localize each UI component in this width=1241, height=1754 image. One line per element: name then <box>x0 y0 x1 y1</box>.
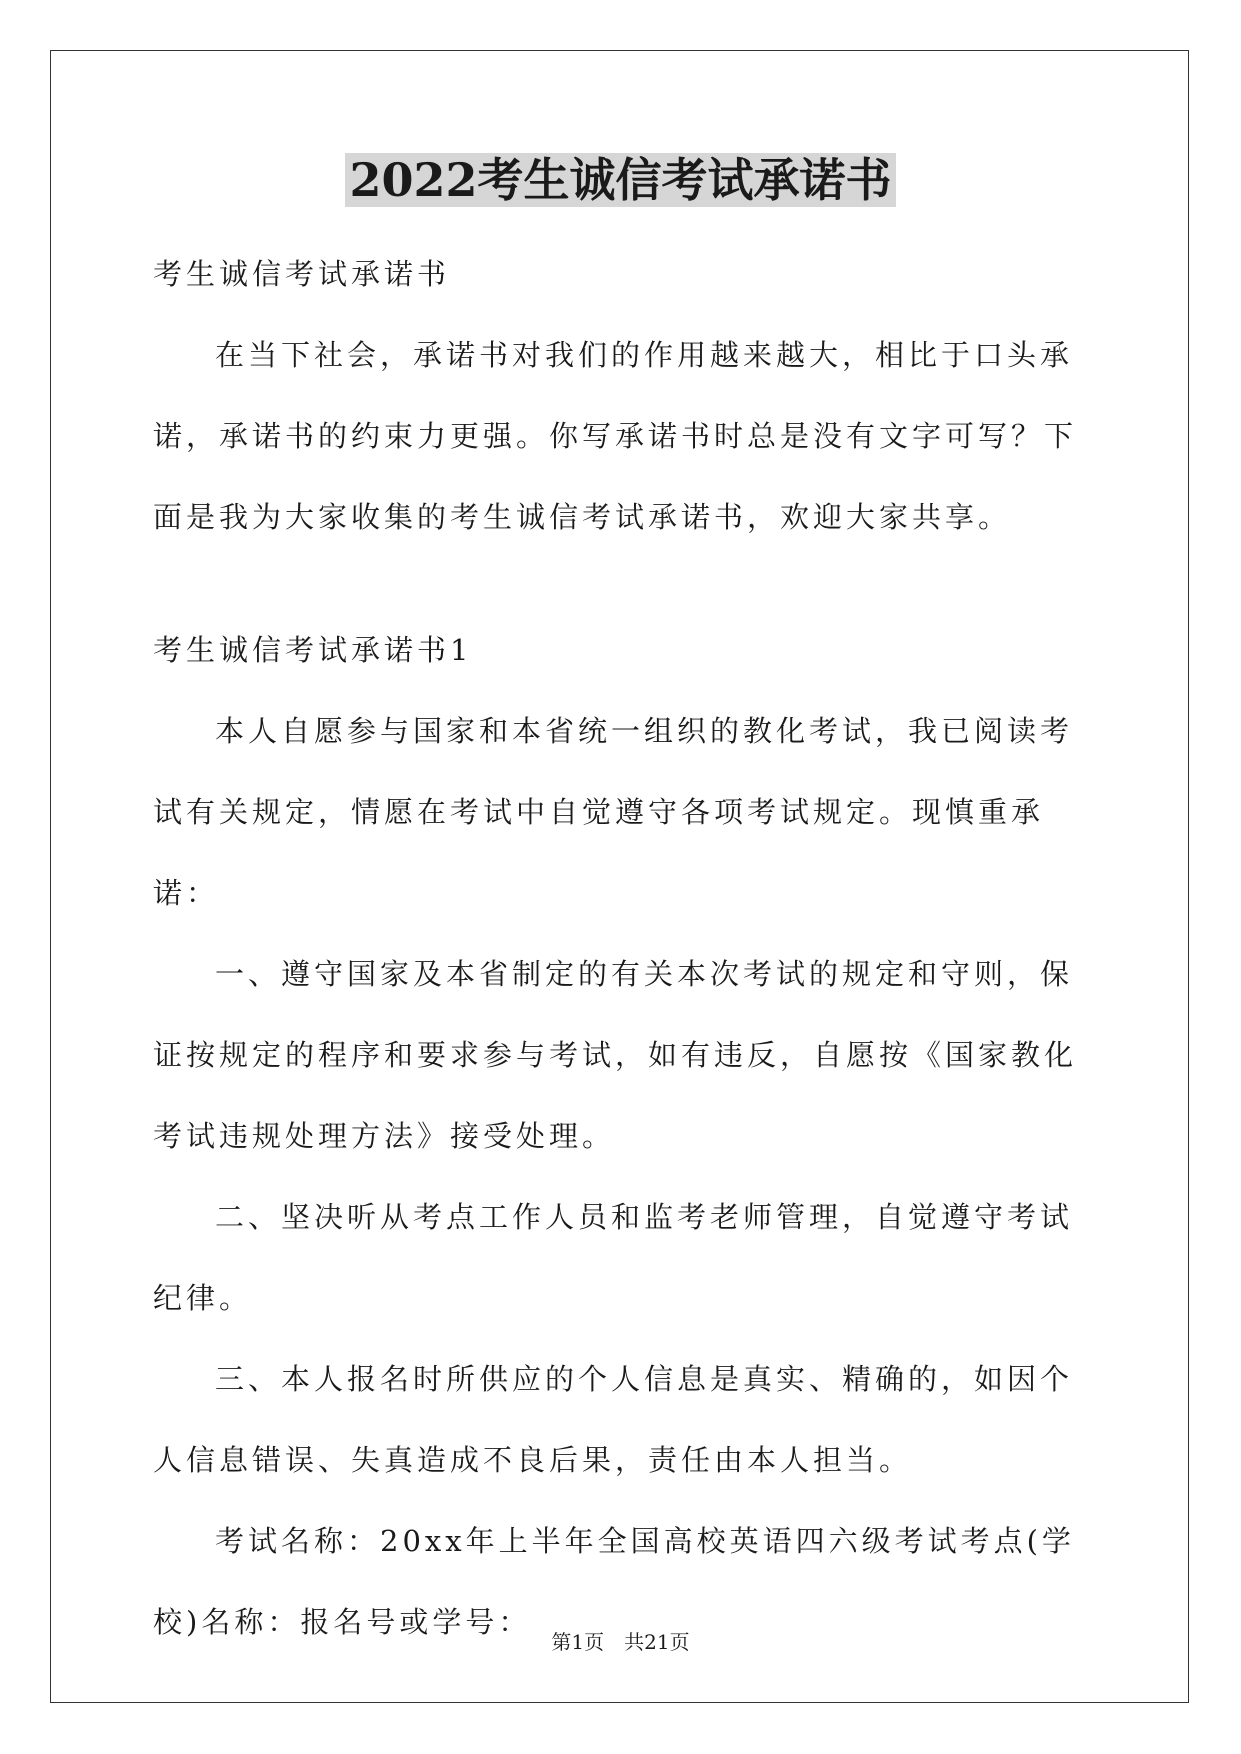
section-heading-1: 考生诚信考试承诺书1 <box>153 633 473 667</box>
page-number: 第1页 <box>551 1630 605 1654</box>
document-body <box>153 234 1093 1663</box>
section-gap <box>153 558 1093 610</box>
pledge-paragraph: 本人自愿参与国家和本省统一组织的教化考试，我已阅读考试有关规定，情愿在考试中自觉遵守各项考试规定。现慎重承诺： <box>153 714 1074 910</box>
pledge-item-2: 二、坚决听从考点工作人员和监考老师管理，自觉遵守考试纪律。 <box>153 1200 1074 1315</box>
page-total: 共21页 <box>624 1630 690 1654</box>
pledge-item-3: 三、本人报名时所供应的个人信息是真实、精确的，如因个人信息错误、失真造成不良后果，责任由本人担当。 <box>153 1362 1074 1477</box>
exam-info-paragraph: 考试名称：20xx年上半年全国高校英语四六级考试考点(学校)名称：报名号或学号： <box>153 1524 1075 1639</box>
pledge-item-1: 一、遵守国家及本省制定的有关本次考试的规定和守则，保证按规定的程序和要求参与考试，如有违反，自愿按《国家教化考试违规处理方法》接受处理。 <box>153 957 1078 1153</box>
intro-heading: 考生诚信考试承诺书 <box>153 257 451 291</box>
document-title-text: 2022考生诚信考试承诺书 <box>345 153 895 207</box>
intro-paragraph: 在当下社会，承诺书对我们的作用越来越大，相比于口头承诺，承诺书的约束力更强。你写承诺书时总是没有文字可写？下面是我为大家收集的考生诚信考试承诺书，欢迎大家共享。 <box>153 338 1078 534</box>
document-title <box>0 150 1241 210</box>
page-footer <box>0 1628 1241 1656</box>
